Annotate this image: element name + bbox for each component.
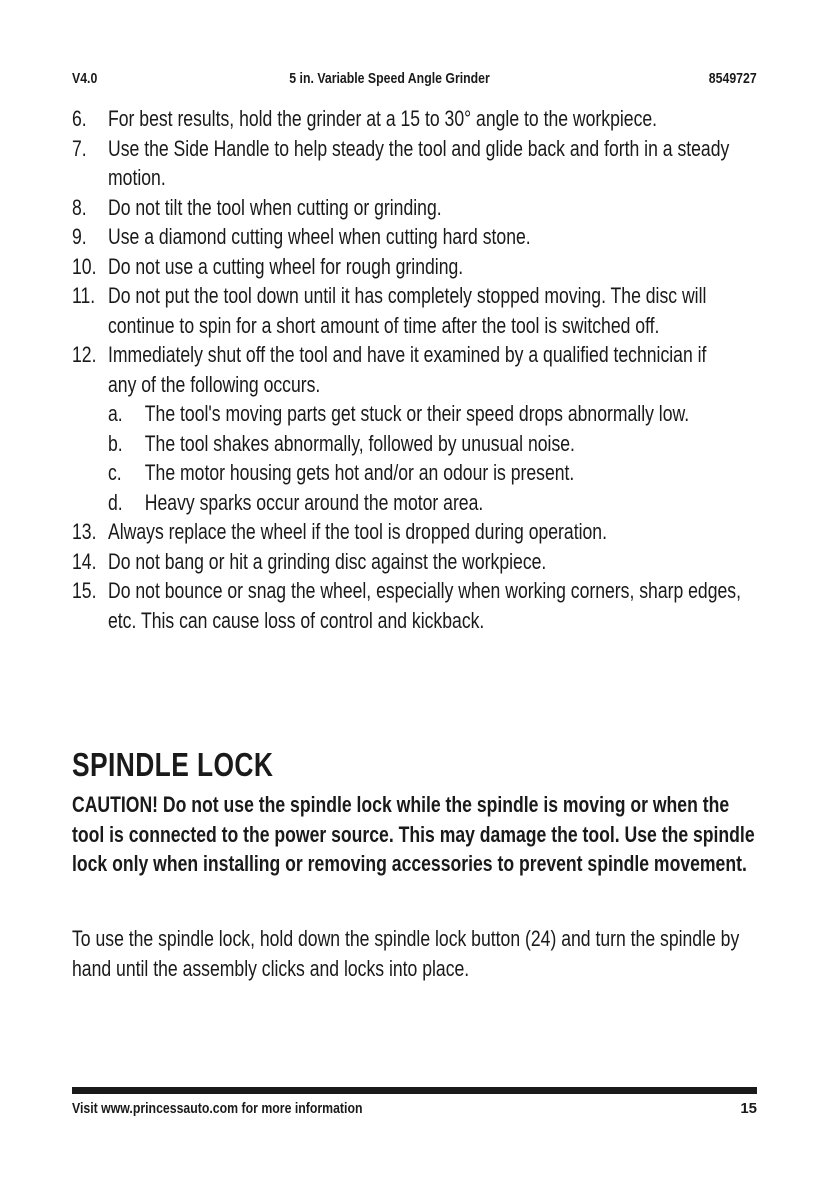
list-item xyxy=(72,547,760,577)
instructions xyxy=(72,104,840,635)
page-header xyxy=(72,70,757,90)
list-item xyxy=(72,517,760,547)
step-text: Use a diamond cutting wheel when cutting hard stone. xyxy=(108,224,531,249)
list-item xyxy=(108,429,760,459)
sub-letter: b. xyxy=(108,430,123,456)
manual-title: 5 in. Variable Speed Angle Grinder xyxy=(289,70,490,87)
list-item xyxy=(108,488,760,518)
step-number: 15. xyxy=(72,578,97,603)
step-number: 9. xyxy=(72,224,87,249)
step-text: Immediately shut off the tool and have it examined by a qualified technician if any of the following occurs. xyxy=(108,342,707,397)
sub-text: The motor housing gets hot and/or an odour is present. xyxy=(144,460,575,485)
step-text: Always replace the wheel if the tool is dropped during operation. xyxy=(108,519,607,544)
sub-text: The tool shakes abnormally, followed by unusual noise. xyxy=(144,430,575,456)
step-number: 7. xyxy=(72,135,87,161)
caution-text: CAUTION! Do not use the spindle lock while the spindle is moving or when the tool is connected to the power source. This may damage the tool. Use the spindle lock only when installing or removing accessories to prevent spindle movement. xyxy=(72,792,755,877)
sub-list xyxy=(108,399,760,517)
list-item xyxy=(72,104,760,134)
section-heading: SPINDLE LOCK xyxy=(72,746,274,783)
list-item xyxy=(72,340,760,517)
step-number: 11. xyxy=(72,283,96,308)
part-number: 8549727 xyxy=(708,70,757,87)
step-number: 13. xyxy=(72,519,97,544)
list-item xyxy=(72,134,760,193)
step-text: Use the Side Handle to help steady the tool and glide back and forth in a steady motion. xyxy=(108,135,730,190)
step-text: Do not bounce or snag the wheel, especially when working corners, sharp edges, etc. This can cause loss of control and kickback. xyxy=(108,578,741,633)
step-text: Do not put the tool down until it has completely stopped moving. The disc will continue to spin for a short amount of time after the tool is switched off. xyxy=(108,283,707,338)
step-text: Do not tilt the tool when cutting or grinding. xyxy=(108,194,442,220)
sub-letter: d. xyxy=(108,489,123,515)
list-item xyxy=(72,193,760,223)
step-number: 8. xyxy=(72,194,87,220)
page-number: 15 xyxy=(740,1100,757,1117)
step-number: 6. xyxy=(72,106,87,131)
list-item xyxy=(72,576,760,635)
footer-text: Visit www.princessauto.com for more information xyxy=(72,1100,363,1117)
step-number: 10. xyxy=(72,253,97,279)
step-list xyxy=(72,104,760,635)
list-item xyxy=(72,281,760,340)
list-item xyxy=(72,222,760,252)
version-label: V4.0 xyxy=(72,70,98,87)
spindle-lock-instructions: To use the spindle lock, hold down the spindle lock button (24) and turn the spindle by hand until the assembly clicks and locks into place. xyxy=(72,926,740,981)
step-text: For best results, hold the grinder at a 15 to 30° angle to the workpiece. xyxy=(108,106,658,131)
step-number: 12. xyxy=(72,342,97,367)
list-item xyxy=(108,399,760,429)
page-footer xyxy=(72,1100,757,1120)
sub-text: Heavy sparks occur around the motor area. xyxy=(144,489,484,515)
sub-text: The tool's moving parts get stuck or their speed drops abnormally low. xyxy=(144,401,690,426)
sub-letter: c. xyxy=(108,460,122,485)
step-number: 14. xyxy=(72,548,97,574)
footer-divider xyxy=(72,1087,757,1094)
list-item xyxy=(72,252,760,282)
step-text: Do not use a cutting wheel for rough grinding. xyxy=(108,253,464,279)
step-text: Do not bang or hit a grinding disc against the workpiece. xyxy=(108,548,547,574)
sub-letter: a. xyxy=(108,401,123,426)
list-item xyxy=(108,458,760,488)
